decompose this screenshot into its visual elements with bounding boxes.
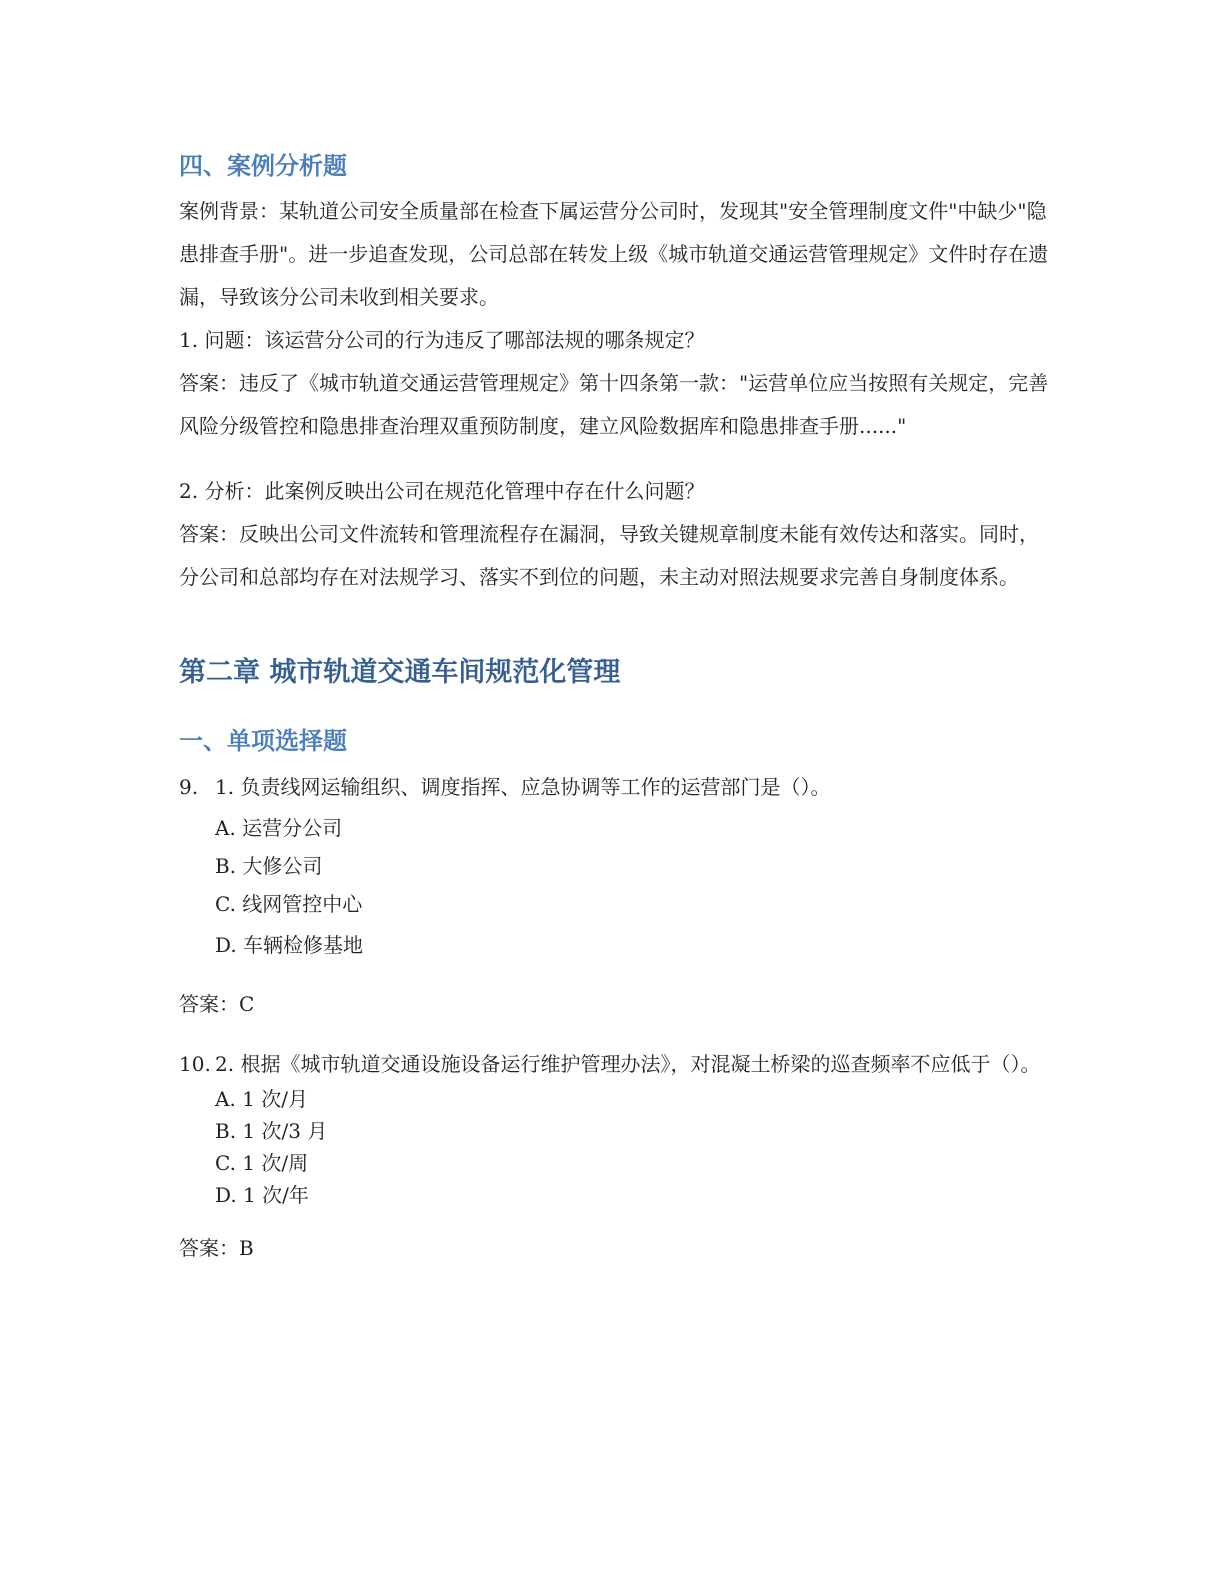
answer-line: 答案：C: [179, 992, 255, 1016]
document-content: [179, 146, 1049, 1267]
question-stem: 1. 负责线网运输组织、调度指挥、应急协调等工作的运营部门是（）。: [215, 775, 831, 799]
question-number: 9.: [179, 775, 199, 799]
option-b: B. 大修公司: [215, 854, 323, 878]
option-c: C. 1 次/周: [215, 1151, 309, 1175]
option-a: A. 1 次/月: [215, 1087, 308, 1111]
option-d: D. 车辆检修基地: [215, 933, 364, 957]
option-a: A. 运营分公司: [215, 816, 343, 840]
option-c: C. 线网管控中心: [215, 892, 363, 916]
question-text: [179, 1045, 1049, 1083]
question-block: [179, 765, 1049, 1023]
question-stem: 2. 根据《城市轨道交通设施设备运行维护管理办法》，对混凝土桥梁的巡查频率不应低于（）。: [215, 1052, 1041, 1076]
single-choice-heading: 一、单项选择题: [179, 727, 347, 755]
case-answer-1: 答案：违反了《城市轨道交通运营管理规定》第十四条第一款："运营单位应当按照有关规定，完善风险分级管控和隐患排查治理双重预防制度，建立风险数据库和隐患排查手册......": [179, 371, 1049, 438]
chapter-title: 第二章 城市轨道交通车间规范化管理: [179, 657, 621, 688]
spacer: [179, 448, 1049, 470]
case-analysis-heading: 四、案例分析题: [179, 152, 347, 180]
case-question-1: 1. 问题：该运营分公司的行为违反了哪部法规的哪条规定？: [179, 328, 705, 352]
spacer: [179, 1023, 1049, 1045]
question-text: [179, 765, 1049, 809]
answer-line: 答案：B: [179, 1236, 254, 1260]
case-background: 案例背景：某轨道公司安全质量部在检查下属运营分公司时，发现其"安全管理制度文件"中缺少"隐患排查手册"。进一步追查发现，公司总部在转发上级《城市轨道交通运营管理规定》文件时存在遗漏，导致该分公司未收到相关要求。: [179, 199, 1049, 309]
option-b: B. 1 次/3 月: [215, 1119, 328, 1143]
question-block: [179, 1045, 1049, 1267]
option-list: [179, 809, 1049, 967]
option-list: [179, 1083, 1049, 1211]
case-question-2: 2. 分析：此案例反映出公司在规范化管理中存在什么问题？: [179, 479, 705, 503]
case-answer-2: 答案：反映出公司文件流转和管理流程存在漏洞，导致关键规章制度未能有效传达和落实。同时，分公司和总部均存在对法规学习、落实不到位的问题，未主动对照法规要求完善自身制度体系。: [179, 522, 1039, 589]
option-d: D. 1 次/年: [215, 1183, 309, 1207]
question-number: 10.: [179, 1052, 211, 1076]
